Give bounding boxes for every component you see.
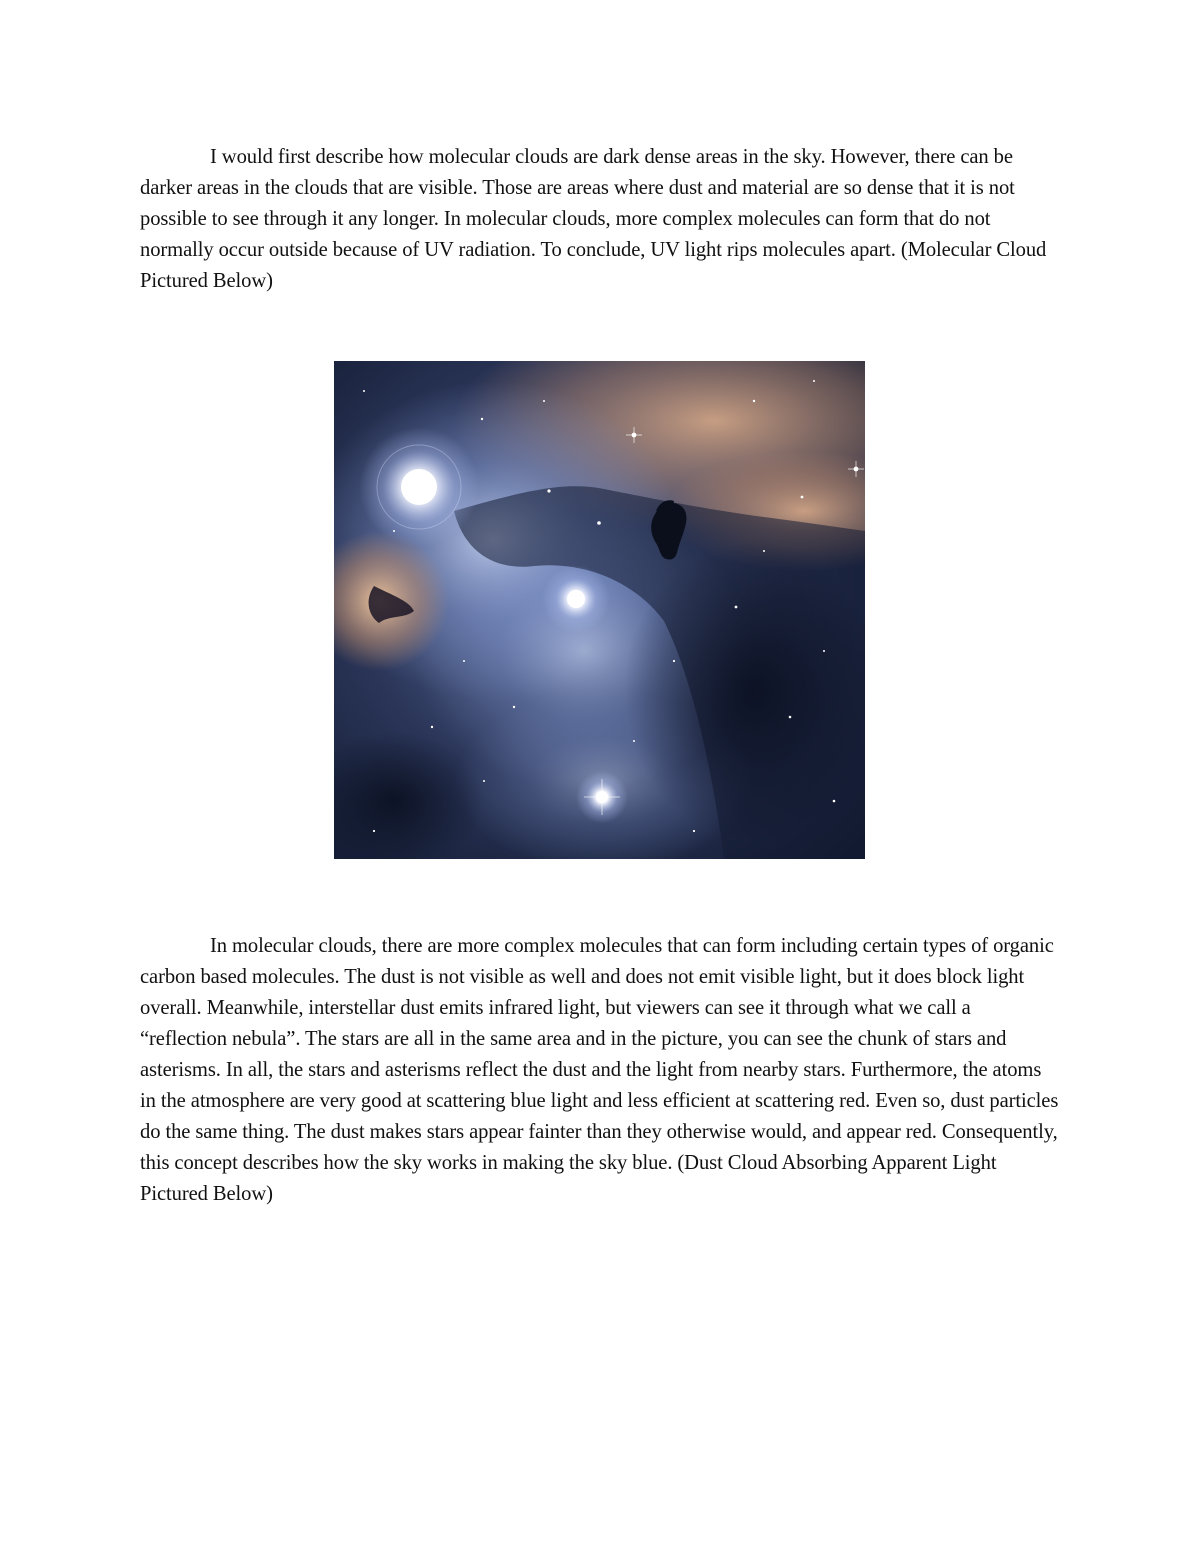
paragraph-molecular-clouds: I would first describe how molecular clouds are dark dense areas in the sky. However, there can be darker areas in the clouds that are visible. Those are areas where dust and material are so dense that it is not possible to see through it any longer. In molecular clouds, more complex molecules can form that do not normally occur outside because of UV radiation. To conclude, UV light rips molecules apart. (Molecular Cloud Pictured Below)	[140, 146, 1047, 292]
nebula-photo-illustration	[334, 361, 865, 859]
paragraph-reflection-nebula: In molecular clouds, there are more complex molecules that can form including certain types of organic carbon based molecules. The dust is not visible as well and does not emit visible light, but it does block light overall. Meanwhile, interstellar dust emits infrared light, but viewers can see it through what we call a “reflection nebula”. The stars are all in the same area and in the picture, you can see the chunk of stars and asterisms. In all, the stars and asterisms reflect the dust and the light from nearby stars. Furthermore, the atoms in the atmosphere are very good at scattering blue light and less efficient at scattering red. Even so, dust particles do the same thing. The dust makes stars appear fainter than they otherwise would, and appear red. Consequently, this concept describes how the sky works in making the sky blue. (Dust Cloud Absorbing Apparent Light Pictured Below)	[140, 935, 1059, 1205]
nebula-photo	[334, 361, 865, 859]
